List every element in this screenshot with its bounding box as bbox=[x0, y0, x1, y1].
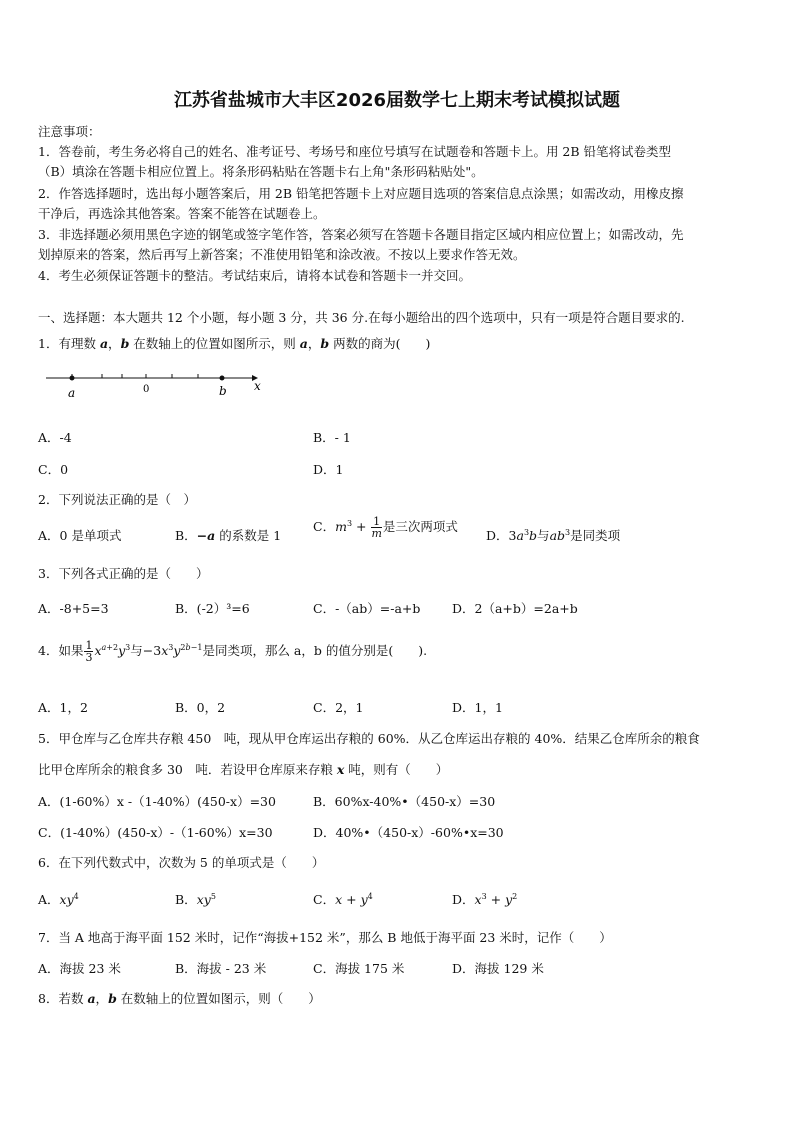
q2-option-c[interactable]: C．$m^3$ + $\frac{1}{m}$ 是三次两项式 bbox=[313, 515, 458, 540]
question-7-stem: 7．当 A 地高于海平面 152 米时，记作“海拔+152 米”，那么 B 地低于海平面 23 米时，记作（ ） bbox=[38, 930, 612, 945]
number-line-figure bbox=[40, 366, 270, 406]
notice-item-4: 4．考生必须保证答题卡的整洁。考试结束后，请将本试卷和答题卡一并交回。 bbox=[38, 268, 471, 283]
q5-option-c[interactable]: C．(1-40%）(450-x）-（1-60%）x=30 bbox=[38, 825, 273, 840]
label-a: a bbox=[68, 386, 76, 400]
q1-option-d[interactable]: D．1 bbox=[313, 462, 344, 477]
q5-option-d[interactable]: D．40%•（450-x）-60%•x=30 bbox=[313, 825, 504, 840]
q6-option-a[interactable]: A．$xy^4$ bbox=[38, 891, 79, 907]
question-4-stem: 4．如果 $\frac{1}{3}$ $x^{a+2}y^3$与$-3x^3y^{2b-1}$是同类项，那么 a，b 的值分别是( ). bbox=[38, 639, 428, 664]
q1-option-c[interactable]: C．0 bbox=[38, 462, 69, 477]
q7-option-d[interactable]: D．海拔 129 米 bbox=[452, 961, 544, 976]
q3-option-c[interactable]: C．-（ab）=-a+b bbox=[313, 601, 421, 616]
notice-item-2b: 干净后，再选涂其他答案。答案不能答在试题卷上。 bbox=[38, 206, 326, 221]
q4-option-c[interactable]: C．2，1 bbox=[313, 700, 364, 715]
section-heading: 一、选择题：本大题共 12 个小题，每小题 3 分，共 36 分.在每小题给出的四个选项中，只有一项是符合题目要求的. bbox=[38, 310, 685, 325]
notice-item-3a: 3．非选择题必须用黑色字迹的钢笔或签字笔作答，答案必须写在答题卡各题目指定区域内相应位置上；如需改动，先 bbox=[38, 227, 684, 242]
q1-option-b[interactable]: B．- 1 bbox=[313, 430, 351, 445]
question-2-stem: 2．下列说法正确的是（ ） bbox=[38, 492, 196, 507]
notice-heading: 注意事项： bbox=[38, 124, 101, 139]
question-1-stem: 1．有理数 a，b 在数轴上的位置如图所示，则 a，b 两数的商为( ) bbox=[38, 336, 431, 351]
q5-option-a[interactable]: A．(1-60%）x -（1-40%）(450-x）=30 bbox=[38, 794, 276, 809]
label-zero: 0 bbox=[143, 384, 150, 395]
question-3-stem: 3．下列各式正确的是（ ） bbox=[38, 566, 209, 581]
q4-option-b[interactable]: B．0，2 bbox=[175, 700, 226, 715]
notice-item-2a: 2．作答选择题时，选出每小题答案后，用 2B 铅笔把答题卡上对应题目选项的答案信息点涂黑；如需改动，用橡皮擦 bbox=[38, 186, 684, 201]
q4-option-a[interactable]: A．1，2 bbox=[38, 700, 88, 715]
notice-item-3b: 划掉原来的答案，然后再写上新答案；不准使用铅笔和涂改液。不按以上要求作答无效。 bbox=[38, 247, 526, 262]
question-8-stem: 8．若数 a，b 在数轴上的位置如图示，则（ ） bbox=[38, 991, 321, 1006]
q1-option-a[interactable]: A．-4 bbox=[38, 430, 72, 445]
question-6-stem: 6．在下列代数式中，次数为 5 的单项式是（ ） bbox=[38, 855, 325, 870]
q2-option-b[interactable]: B．−a 的系数是 1 bbox=[175, 528, 282, 543]
q5-option-b[interactable]: B．60%x-40%•（450-x）=30 bbox=[313, 794, 496, 809]
q6-option-c[interactable]: C．$x + y^4$ bbox=[313, 891, 373, 907]
question-5-line-2: 比甲仓库所余的粮食多 30 吨．若设甲仓库原来存粮 x 吨，则有（ ） bbox=[38, 762, 449, 777]
q3-option-d[interactable]: D．2（a+b）=2a+b bbox=[452, 601, 578, 616]
q7-option-a[interactable]: A．海拔 23 米 bbox=[38, 961, 121, 976]
q6-option-d[interactable]: D．$x^3 + y^2$ bbox=[452, 891, 518, 907]
question-5-line-1: 5．甲仓库与乙仓库共存粮 450 吨，现从甲仓库运出存粮的 60%．从乙仓库运出存粮的 40%．结果乙仓库所余的粮食 bbox=[38, 731, 700, 746]
q7-option-b[interactable]: B．海拔 - 23 米 bbox=[175, 961, 267, 976]
page-title: 江苏省盐城市大丰区2026届数学七上期末考试模拟试题 bbox=[173, 90, 621, 111]
q3-option-b[interactable]: B．(-2）³=6 bbox=[175, 601, 250, 616]
q4-option-d[interactable]: D．1，1 bbox=[452, 700, 503, 715]
q2-option-d[interactable]: D．$3a^3b$与$ab^3$是同类项 bbox=[486, 527, 621, 543]
point-a bbox=[70, 376, 75, 381]
label-x: x bbox=[254, 379, 261, 393]
q7-option-c[interactable]: C．海拔 175 米 bbox=[313, 961, 405, 976]
q2-option-a[interactable]: A．0 是单项式 bbox=[38, 528, 122, 543]
label-b: b bbox=[219, 384, 227, 398]
notice-item-1a: 1．答卷前，考生务必将自己的姓名、准考证号、考场号和座位号填写在试题卷和答题卡上。用 2B 铅笔将试卷类型 bbox=[38, 144, 672, 159]
point-b bbox=[220, 376, 225, 381]
q6-option-b[interactable]: B．$xy^5$ bbox=[175, 891, 216, 907]
q3-option-a[interactable]: A．-8+5=3 bbox=[38, 601, 109, 616]
notice-item-1b: （B）填涂在答题卡相应位置上。将条形码粘贴在答题卡右上角"条形码粘贴处"。 bbox=[38, 164, 484, 179]
